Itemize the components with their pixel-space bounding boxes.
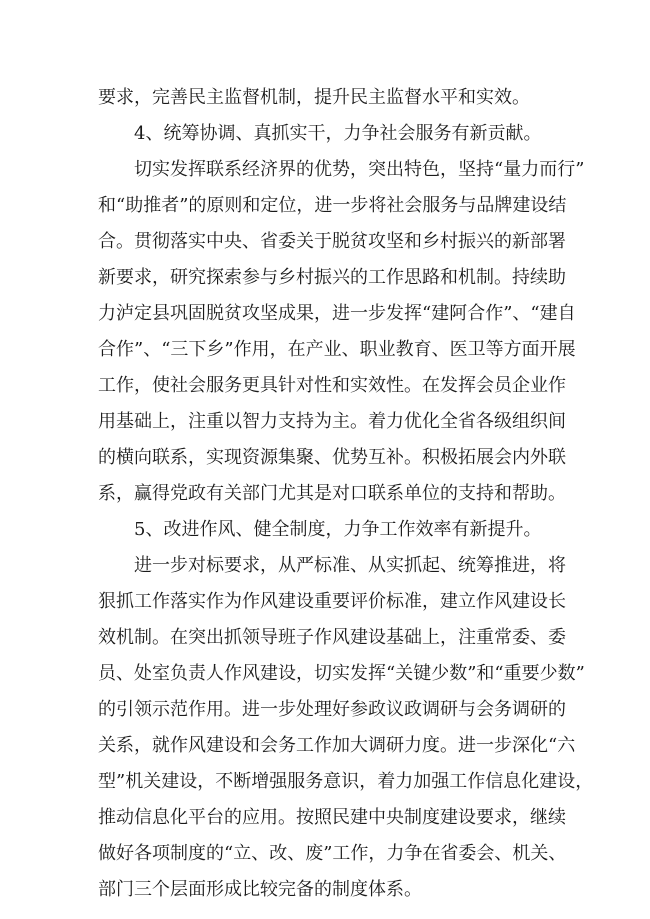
text-line: 新要求，研究探索参与乡村振兴的工作思路和机制。持续助 — [98, 267, 566, 288]
body-text — [98, 80, 594, 908]
text-line: 工作，使社会服务更具针对性和实效性。在发挥会员企业作 — [98, 375, 566, 396]
text-line: 的横向联系，实现资源集聚、优势互补。积极拓展会内外联 — [98, 447, 566, 468]
text-line: 合作”、“三下乡”作用，在产业、职业教育、医卫等方面开展 — [98, 339, 576, 360]
text-line: 员、处室负责人作风建设，切实发挥“关键少数”和“重要少数” — [98, 663, 585, 684]
text-line: 的引领示范作用。进一步处理好参政议政调研与会务调研的 — [98, 699, 566, 720]
text-line: 5、改进作风、健全制度，力争工作效率有新提升。 — [134, 519, 542, 540]
text-line: 切实发挥联系经济界的优势，突出特色，坚持“量力而行” — [134, 159, 585, 180]
text-line: 关系，就作风建设和会务工作加大调研力度。进一步深化“六 — [98, 735, 576, 756]
text-line: 和“助推者”的原则和定位，进一步将社会服务与品牌建设结 — [98, 195, 567, 216]
text-line: 部门三个层面形成比较完备的制度体系。 — [98, 879, 422, 900]
text-line: 效机制。在突出抓领导班子作风建设基础上，注重常委、委 — [98, 627, 566, 648]
text-line: 推动信息化平台的应用。按照民建中央制度建设要求，继续 — [98, 807, 566, 828]
text-line: 型”机关建设，不断增强服务意识，着力加强工作信息化建设， — [98, 771, 594, 792]
text-line: 合。贯彻落实中央、省委关于脱贫攻坚和乡村振兴的新部署 — [98, 231, 566, 252]
text-line: 进一步对标要求，从严标准、从实抓起、统筹推进，将 — [134, 555, 566, 576]
text-line: 系，赢得党政有关部门尤其是对口联系单位的支持和帮助。 — [98, 483, 566, 504]
text-line: 用基础上，注重以智力支持为主。着力优化全省各级组织间 — [98, 411, 566, 432]
text-line: 要求，完善民主监督机制，提升民主监督水平和实效。 — [98, 87, 530, 108]
text-line: 力泸定县巩固脱贫攻坚成果，进一步发挥“建阿合作”、“建自 — [98, 303, 576, 324]
text-line: 做好各项制度的“立、改、废”工作，力争在省委会、机关、 — [98, 843, 567, 864]
text-line: 4、统筹协调、真抓实干，力争社会服务有新贡献。 — [134, 123, 542, 144]
text-line: 狠抓工作落实作为作风建设重要评价标准，建立作风建设长 — [98, 591, 566, 612]
